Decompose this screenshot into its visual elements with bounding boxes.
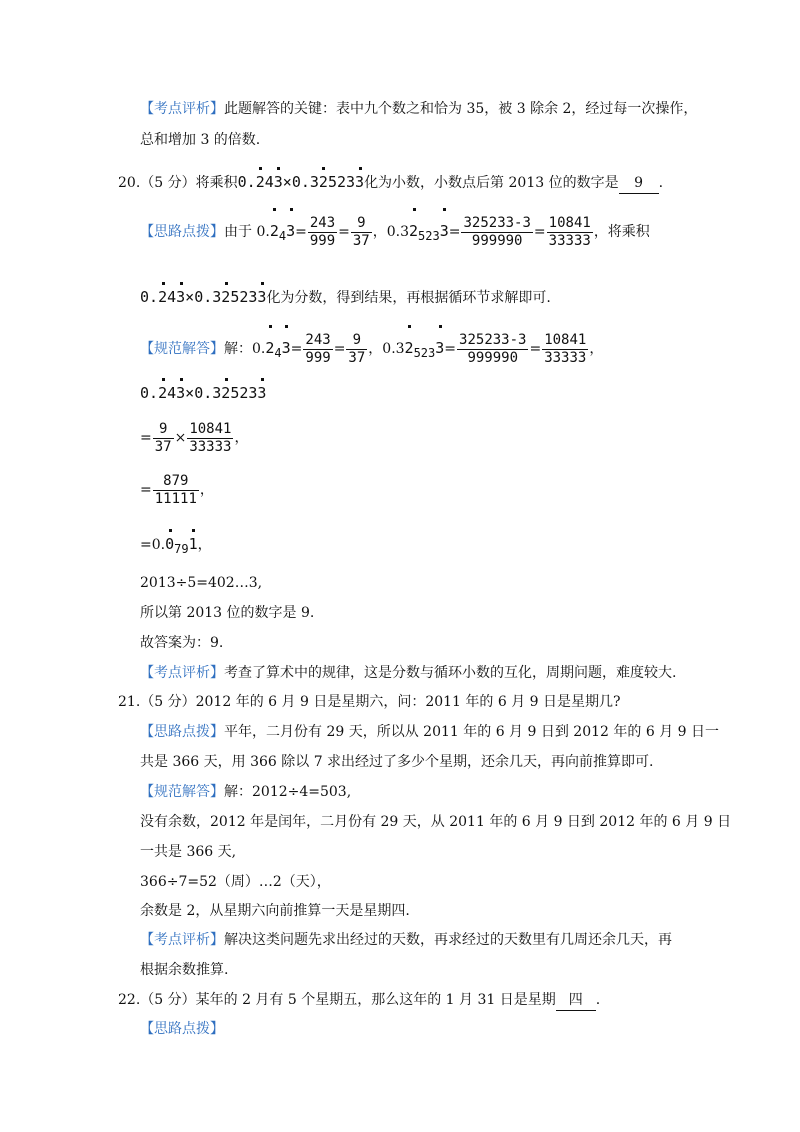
analysis-tag: 【考点评析】	[140, 665, 224, 681]
q21-solution-line4: 366÷7=52（周）…2（天），	[140, 874, 331, 890]
q22-question: 22.（5 分）某年的 2 月有 5 个星期五，那么这年的 1 月 31 日是星期 四 .	[118, 990, 600, 1011]
q22-answer-blank: 四	[556, 990, 596, 1011]
hint-tag: 【思路点拨】	[140, 224, 224, 240]
q19-analysis-line: 【考点评析】此题解答的关键：表中九个数之和恰为 35，被 3 除余 2，经过每一次操作，	[140, 101, 698, 117]
q20-hint: 【思路点拨】由于 $0.2_43=$ $\frac{243}{999}$ = $\frac{9}{37}$ ，$0.32_{523}3=$ $\frac{325233-3}{999990}$ = $\frac{10841}{33333}$ ，将乘积	[140, 214, 650, 249]
fraction: $\frac{10841}{33333}$	[189, 420, 232, 455]
analysis-tag: 【考点评析】	[140, 101, 224, 117]
fraction: $\frac{9}{37}$	[348, 331, 366, 366]
q20-step2: = $\frac{879}{11111}$ ，	[140, 472, 214, 507]
fraction: $\frac{9}{37}$	[352, 214, 370, 249]
q20-conclusion: 所以第 2013 位的数字是 9.	[140, 605, 315, 621]
q20-division: 2013÷5=402…3,	[140, 575, 263, 591]
q21-solution-line1: 【规范解答】解：2012÷4=503,	[140, 784, 352, 800]
analysis-tag: 【考点评析】	[140, 932, 224, 948]
q20-solution: 【规范解答】解：$0.2_43=$ $\frac{243}{999}$ = $\frac{9}{37}$ ，$0.32_{523}3=$ $\frac{325233-3}{999990}$ = $\frac{10841}{33333}$ ，	[140, 331, 604, 366]
fraction: $\frac{325233-3}{999990}$	[463, 214, 531, 249]
fraction: $\frac{10841}{33333}$	[544, 331, 587, 366]
q22-hint	[140, 1019, 224, 1039]
q21-hint-line2: 共是 366 天，用 366 除以 7 求出经过了多少个星期，还余几天，再向前推算即可.	[140, 754, 654, 770]
q21-solution-line3: 一共是 366 天,	[140, 844, 237, 860]
fraction: $\frac{243}{999}$	[309, 214, 336, 249]
q20-answer-blank: 9	[619, 173, 659, 194]
q20-answer-line: 故答案为：9.	[140, 635, 224, 651]
q20-hint-line2: 0.243×0.325233化为分数，得到结果，再根据循环节求解即可.	[140, 288, 551, 306]
solution-tag: 【规范解答】	[140, 341, 224, 357]
q19-analysis-line2: 总和增加 3 的倍数.	[140, 132, 261, 148]
hint-tag: 【思路点拨】	[140, 724, 224, 740]
q21-analysis-line1: 【考点评析】解决这类问题先求出经过的天数，再求经过的天数里有几周还余几天，再	[140, 932, 672, 948]
q21-analysis-line2: 根据余数推算.	[140, 962, 229, 978]
q21-solution-line2: 没有余数，2012 年是闰年，二月份有 29 天，从 2011 年的 6 月 9 日到 2012 年的 6 月 9 日	[140, 814, 732, 830]
q21-question: 21.（5 分）2012 年的 6 月 9 日是星期六，问：2011 年的 6 月 9 日是星期几?	[118, 694, 621, 710]
q20-product: 0.243×0.325233	[140, 384, 267, 402]
fraction: $\frac{10841}{33333}$	[548, 214, 591, 249]
solution-tag: 【规范解答】	[140, 784, 224, 800]
q20-result: $=0.0_{79}1$，	[140, 535, 212, 556]
q20-question: 20.（5 分）将乘积0.243×0.325233化为小数，小数点后第 2013 位的数字是 9 .	[118, 172, 663, 194]
hint-tag: 【思路点拨】	[140, 1021, 224, 1037]
fraction: $\frac{879}{11111}$	[154, 472, 197, 507]
q21-hint-line1: 【思路点拨】平年，二月份有 29 天，所以从 2011 年的 6 月 9 日到 2012 年的 6 月 9 日一	[140, 724, 720, 740]
fraction: $\frac{325233-3}{999990}$	[459, 331, 527, 366]
q21-solution-line5: 余数是 2，从星期六向前推算一天是星期四.	[140, 903, 410, 919]
q20-analysis: 【考点评析】考查了算术中的规律，这是分数与循环小数的互化，周期问题，难度较大.	[140, 665, 677, 681]
fraction: $\frac{243}{999}$	[305, 331, 331, 366]
q20-step1: = $\frac{9}{37}$ × $\frac{10841}{33333}$ ，	[140, 420, 249, 455]
fraction: $\frac{9}{37}$	[154, 420, 172, 455]
